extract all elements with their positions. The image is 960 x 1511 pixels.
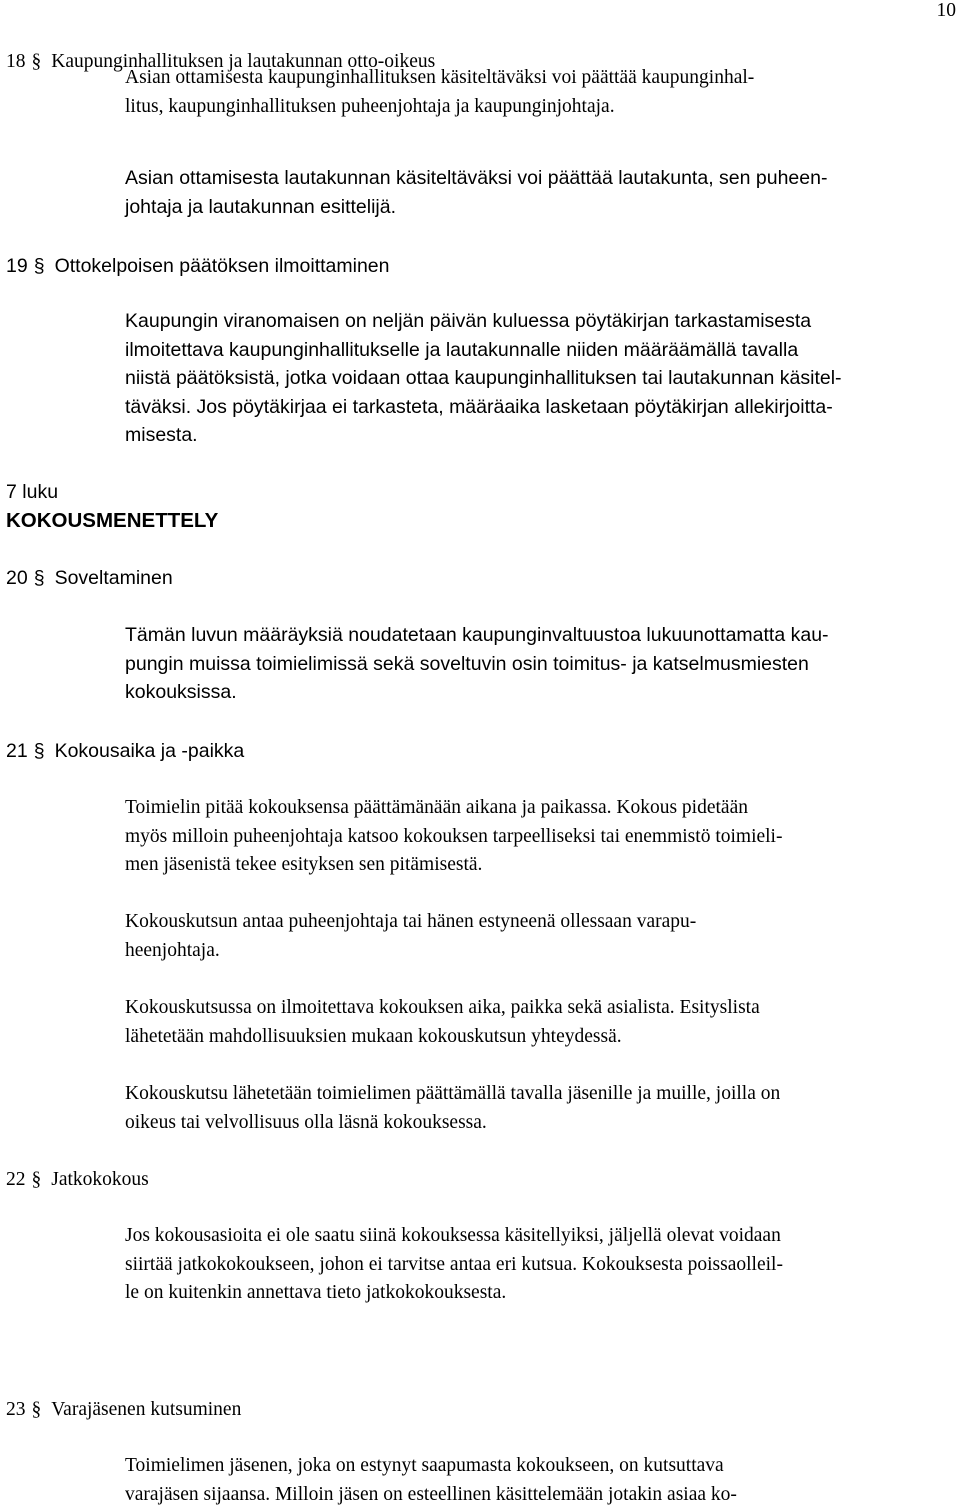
section-23-heading [6, 1398, 241, 1422]
section-18-paragraph-1 [125, 64, 955, 121]
section-19-heading [6, 254, 390, 278]
text-line: Kokouskutsussa on ilmoitettava kokouksen aika, paikka sekä asialista. Esityslista [125, 997, 760, 1018]
text-line: lähetetään mahdollisuuksien mukaan kokouskutsun yhteydessä. [125, 1025, 622, 1047]
text-line: Kaupungin viranomaisen on neljän päivän kuluessa pöytäkirjan tarkastamisesta [125, 310, 812, 332]
section-title: Kokousaika ja -paikka [54, 740, 245, 762]
text-line: Toimielimen jäsenen, joka on estynyt saapumasta kokoukseen, on kutsuttava [125, 1455, 724, 1476]
text-line: Toimielin pitää kokouksensa päättämänään aikana ja paikassa. Kokous pidetään [125, 797, 748, 818]
section-21-paragraph-1 [125, 794, 955, 880]
section-23-paragraph-1 [125, 1452, 955, 1509]
text-line: siirtää jatkokokoukseen, johon ei tarvitse antaa eri kutsua. Kokouksesta poissaolleil- [125, 1253, 783, 1275]
text-line: varajäsen sijaansa. Milloin jäsen on esteellinen käsittelemään jotakin asiaa ko- [125, 1483, 737, 1505]
section-symbol: § [31, 1399, 42, 1420]
section-21-paragraph-2 [125, 908, 955, 965]
section-symbol: § [33, 567, 45, 589]
section-title: Jatkokokous [51, 1169, 149, 1190]
section-symbol: § [33, 255, 45, 277]
text-line: täväksi. Jos pöytäkirjaa ei tarkasteta, määräaika lasketaan pöytäkirjan allekirjoitta- [125, 395, 833, 418]
text-line: litus, kaupunginhallituksen puheenjohtaja ja kaupunginjohtaja. [125, 95, 615, 117]
section-21-heading [6, 739, 244, 763]
section-number: 21 [6, 740, 28, 762]
section-22-heading [6, 1168, 149, 1192]
section-title: Soveltaminen [54, 567, 173, 589]
text-line: Asian ottamisesta kaupunginhallituksen käsiteltäväksi voi päättää kaupunginhal- [125, 67, 755, 88]
text-line: le on kuitenkin annettava tieto jatkokokouksesta. [125, 1282, 507, 1304]
section-number: 22 [6, 1169, 26, 1190]
section-20-paragraph-1 [125, 621, 955, 707]
text-line: kokouksissa. [125, 681, 237, 704]
section-number: 20 [6, 567, 28, 589]
page-number: 10 [936, 0, 956, 21]
chapter-label: 7 luku [6, 481, 59, 503]
text-line: oikeus tai velvollisuus olla läsnä kokouksessa. [125, 1111, 487, 1133]
text-line: Kokouskutsu lähetetään toimielimen päättämällä tavalla jäsenille ja muille, joilla on [125, 1083, 781, 1104]
section-19-paragraph-1 [125, 307, 955, 450]
section-title: Varajäsenen kutsuminen [51, 1399, 242, 1420]
text-line: men jäsenistä tekee esityksen sen pitämisestä. [125, 854, 483, 876]
text-line: misesta. [125, 424, 198, 447]
section-18-paragraph-2 [125, 164, 955, 221]
chapter-title: KOKOUSMENETTELY [6, 509, 219, 532]
section-20-heading [6, 566, 173, 590]
section-number: 18 [6, 51, 26, 72]
section-21-paragraph-4 [125, 1080, 955, 1137]
text-line: Kokouskutsun antaa puheenjohtaja tai hänen estyneenä ollessaan varapu- [125, 911, 697, 932]
text-line: pungin muissa toimielimissä sekä soveltuvin osin toimitus- ja katselmusmiesten [125, 652, 809, 675]
section-21-paragraph-3 [125, 994, 955, 1051]
section-22-paragraph-1 [125, 1222, 955, 1308]
section-symbol: § [31, 1169, 42, 1190]
section-symbol: § [31, 51, 42, 72]
section-symbol: § [33, 740, 45, 762]
text-line: johtaja ja lautakunnan esittelijä. [125, 195, 397, 218]
text-line: heenjohtaja. [125, 939, 220, 961]
section-number: 19 [6, 255, 28, 277]
text-line: niistä päätöksistä, jotka voidaan ottaa kaupunginhallituksen tai lautakunnan käsitel- [125, 367, 842, 390]
text-line: Asian ottamisesta lautakunnan käsiteltäväksi voi päättää lautakunta, sen puheen- [125, 167, 828, 189]
text-line: Tämän luvun määräyksiä noudatetaan kaupunginvaltuustoa lukuunottamatta kau- [125, 624, 829, 646]
section-title: Ottokelpoisen päätöksen ilmoittaminen [54, 255, 390, 277]
section-title: Kaupunginhallituksen ja lautakunnan otto-oikeus [51, 51, 436, 72]
text-line: ilmoitettava kaupunginhallitukselle ja lautakunnalle niiden määräämällä tavalla [125, 338, 799, 361]
text-line: Jos kokousasioita ei ole saatu siinä kokouksessa käsitellyiksi, jäljellä olevat voidaan [125, 1225, 781, 1246]
text-line: myös milloin puheenjohtaja katsoo kokouksen tarpeelliseksi tai enemmistö toimieli- [125, 825, 783, 847]
section-number: 23 [6, 1399, 26, 1420]
